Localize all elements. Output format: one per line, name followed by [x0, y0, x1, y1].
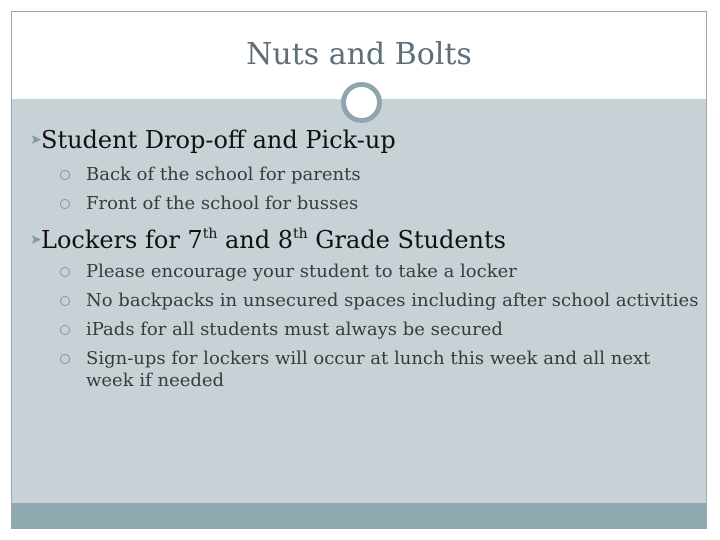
- circle-bullet-icon: [60, 354, 70, 364]
- ring-icon: [341, 82, 382, 123]
- circle-bullet-icon: [60, 267, 70, 277]
- circle-bullet-icon: [60, 170, 70, 180]
- list-item: Back of the school for parents: [60, 164, 700, 186]
- list-item: Sign-ups for lockers will occur at lunch this week and all next week if needed: [60, 348, 680, 392]
- arrow-marker-icon: ➤: [30, 232, 42, 248]
- slide-title: Nuts and Bolts: [246, 37, 472, 72]
- circle-bullet-icon: [60, 199, 70, 209]
- section-heading-lockers: ➤ Lockers for 7th and 8th Grade Students: [30, 226, 506, 254]
- list-item: No backpacks in unsecured spaces including after school activities: [60, 290, 700, 312]
- footer-band: [12, 503, 706, 529]
- section-heading-dropoff: ➤ Student Drop-off and Pick-up: [30, 126, 396, 154]
- arrow-marker-icon: ➤: [30, 132, 42, 148]
- circle-bullet-icon: [60, 325, 70, 335]
- list-item: Please encourage your student to take a locker: [60, 261, 700, 283]
- slide-frame: [11, 11, 707, 529]
- list-item: Front of the school for busses: [60, 193, 700, 215]
- circle-bullet-icon: [60, 296, 70, 306]
- list-item: iPads for all students must always be secured: [60, 319, 700, 341]
